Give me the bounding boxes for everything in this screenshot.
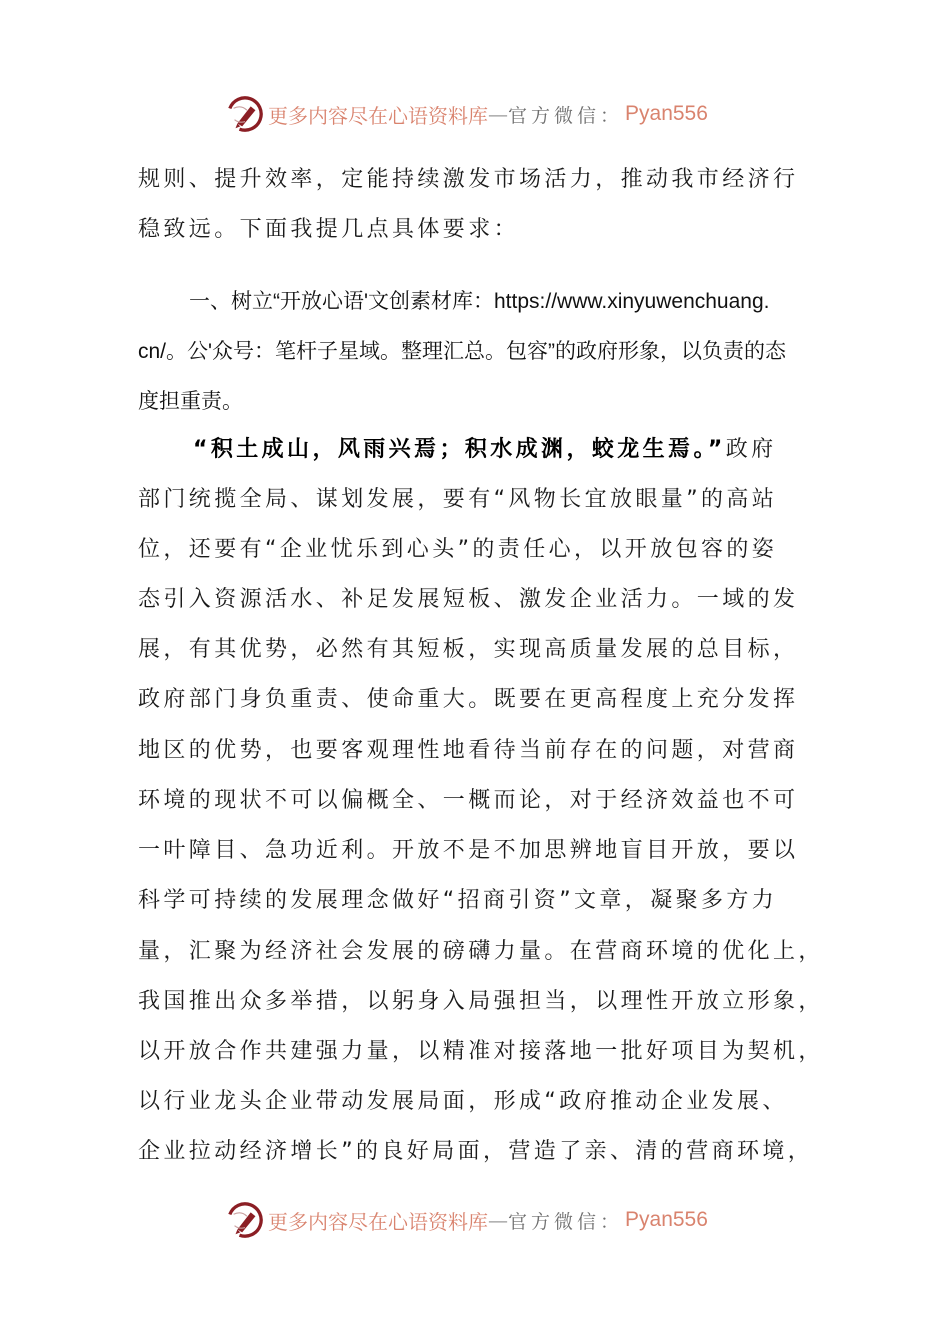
section-heading-line: 一、树立“开放心语'文创素材库：https://www.xinyuwenchuang.: [189, 290, 770, 313]
watermark-main-text: 更多内容尽在心语资料库: [268, 103, 488, 128]
paragraph-line: 量，汇聚为经济社会发展的磅礴力量。在营商环境的优化上，: [138, 939, 824, 964]
bold-quote: “积土成山，风雨兴焉；积水成渊，蛟龙生焉。”: [193, 437, 726, 462]
watermark-label: 官方微信：: [508, 104, 624, 127]
paragraph-line: 以开放合作共建强力量，以精准对接落地一批好项目为契机，: [138, 1039, 824, 1064]
header-watermark: [226, 94, 708, 134]
paragraph-first-line: [193, 435, 777, 465]
watermark-main-text: 更多内容尽在心语资料库: [268, 1209, 488, 1234]
section-heading-line: cn/。公'众号：笔杆子星域。整理汇总。包容”的政府形象，以负责的态: [138, 340, 787, 363]
paragraph-line: 环境的现状不可以偏概全、一概而论，对于经济效益也不可: [138, 788, 799, 813]
pen-logo-icon: [226, 95, 264, 133]
paragraph-line: 展，有其优势，必然有其短板，实现高质量发展的总目标，: [138, 637, 799, 662]
footer-watermark: [226, 1200, 708, 1240]
watermark-id: Pyan556: [625, 102, 708, 125]
paragraph-line: 以行业龙头企业带动发展局面，形成“政府推动企业发展、: [138, 1089, 788, 1114]
paragraph-line: 企业拉动经济增长”的良好局面，营造了亲、清的营商环境，: [138, 1139, 814, 1164]
paragraph-line: 一叶障目、急功近利。开放不是不加思辨地盲目开放，要以: [138, 838, 799, 863]
watermark-label: 官方微信：: [508, 1210, 624, 1233]
watermark-id: Pyan556: [625, 1208, 708, 1231]
paragraph-line: 部门统揽全局、谋划发展，要有“风物长宜放眼量”的高站: [138, 487, 778, 512]
first-line-rest: 政府: [725, 437, 777, 462]
paragraph-line: 我国推出众多举措，以躬身入局强担当，以理性开放立形象，: [138, 989, 824, 1014]
paragraph-line: 态引入资源活水、补足发展短板、激发企业活力。一域的发: [138, 587, 799, 612]
section-heading-line: 度担重责。: [138, 390, 243, 413]
paragraph-line: 政府部门身负重责、使命重大。既要在更高程度上充分发挥: [138, 687, 799, 712]
watermark-dash: —: [488, 1208, 508, 1232]
paragraph-line: 科学可持续的发展理念做好“招商引资”文章，凝聚多方力: [138, 888, 778, 913]
watermark-dash: —: [488, 102, 508, 126]
paragraph-line: 地区的优势，也要客观理性地看待当前存在的问题，对营商: [138, 738, 799, 763]
paragraph-line: 位，还要有“企业忧乐到心头”的责任心，以开放包容的姿: [138, 537, 778, 562]
intro-line: 规则、提升效率，定能持续激发市场活力，推动我市经济行: [138, 167, 799, 192]
pen-logo-icon: [226, 1201, 264, 1239]
intro-line: 稳致远。下面我提几点具体要求：: [138, 217, 520, 242]
